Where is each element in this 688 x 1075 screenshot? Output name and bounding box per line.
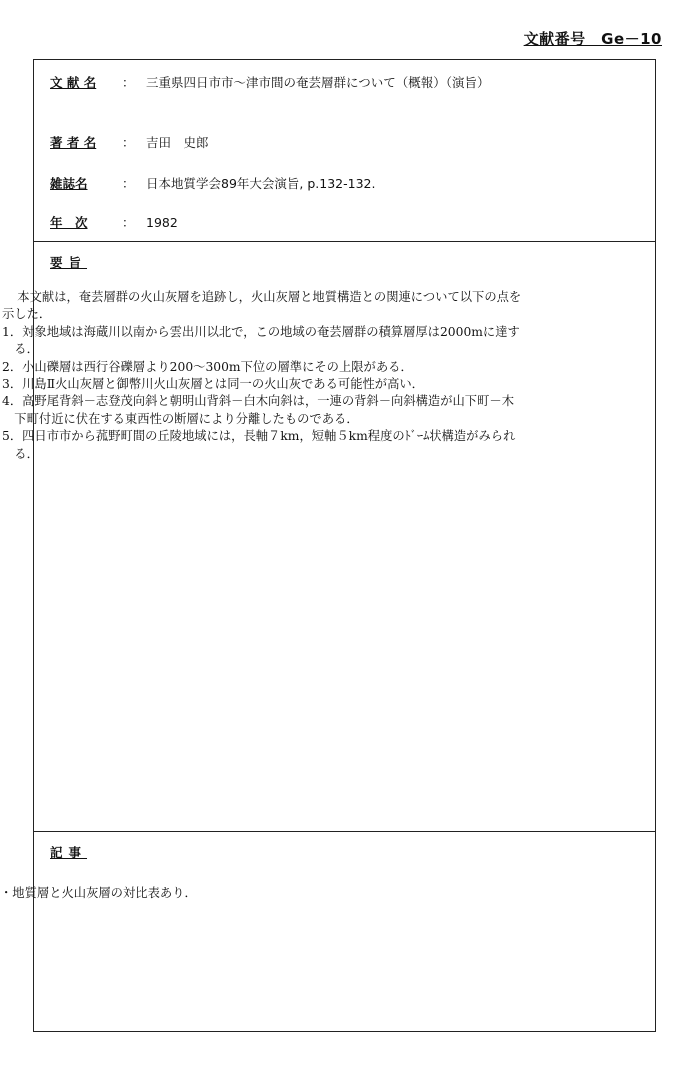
divider-after-header	[34, 241, 655, 242]
field-value: 日本地質学会89年大会演旨, p.132-132.	[146, 176, 376, 191]
summary-line: 2．小山礫層は西行谷礫層より200～300m下位の層準にその上限がある．	[2, 359, 413, 374]
notes-heading: 記事	[50, 845, 88, 860]
field-colon: ：	[122, 215, 135, 230]
summary-line: 下町付近に伏在する東西性の断層により分離したものである．	[2, 411, 359, 426]
field-label: 文 献 名	[50, 75, 97, 90]
summary-line: 本文献は，奄芸層群の火山灰層を追跡し，火山灰層と地質構造との関連について以下の点を	[5, 290, 522, 304]
field-label: 著 者 名	[50, 135, 97, 150]
summary-line: 4．高野尾背斜－志登茂向斜と朝明山背斜－白木向斜は，一連の背斜－向斜構造が山下町－木	[2, 394, 514, 409]
field-value: 吉田 史郎	[146, 135, 209, 150]
field-colon: ：	[122, 176, 135, 191]
summary-line: 1．対象地域は海蔵川以南から雲出川以北で，この地域の奄芸層群の積算層厚は2000mに達す	[2, 324, 520, 339]
summary-line: 3．川島Ⅱ火山灰層と御幣川火山灰層とは同一の火山灰である可能性が高い．	[2, 376, 424, 391]
summary-line: る．	[2, 342, 39, 357]
field-title	[50, 73, 490, 91]
document-number: 文献番号 Ge－10	[523, 30, 662, 48]
field-value: 三重県四日市市～津市間の奄芸層群について（概報）（演旨）	[146, 75, 490, 90]
summary-line: る．	[2, 446, 39, 461]
field-colon: ：	[122, 75, 135, 90]
field-value: 1982	[146, 215, 178, 230]
field-label: 雑誌名	[50, 176, 88, 191]
summary-heading: 要旨	[50, 255, 88, 270]
summary-line: 5．四日市市から菰野町間の丘陵地域には，長軸７km，短軸５km程度のﾄﾞｰﾑ状構造がみられ	[2, 429, 516, 444]
field-authors	[50, 133, 209, 151]
field-label: 年 次	[50, 215, 88, 230]
notes-text	[0, 885, 197, 902]
summary-text	[0, 289, 688, 463]
divider-before-notes	[34, 831, 655, 832]
field-year	[50, 213, 178, 231]
notes-line: ・地質層と火山灰層の対比表あり．	[0, 886, 197, 900]
summary-line: 示した．	[2, 307, 52, 322]
field-colon: ：	[122, 135, 135, 150]
field-journal	[50, 174, 375, 192]
